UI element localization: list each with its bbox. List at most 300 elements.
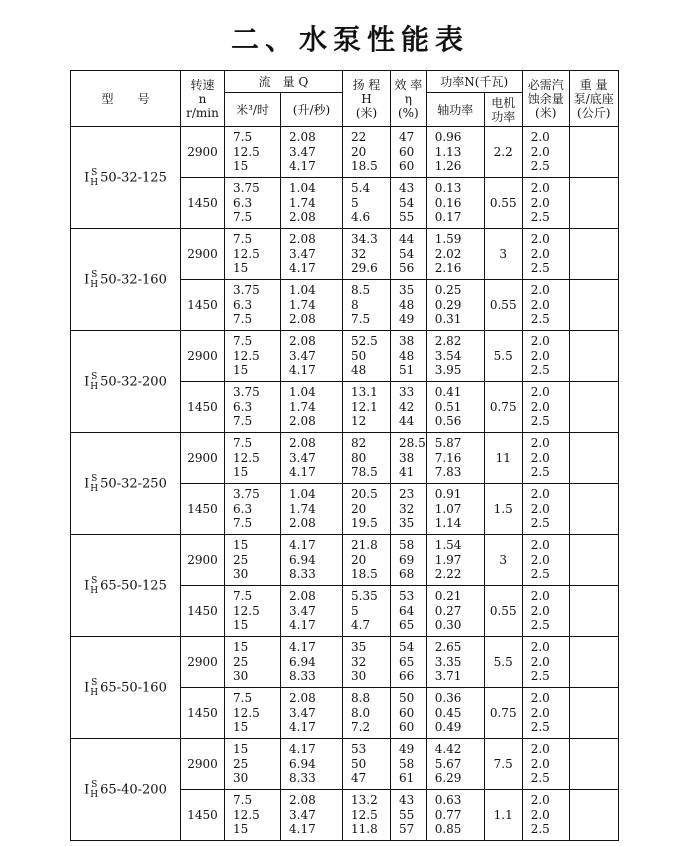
eff-cell-value: 43 [399,181,415,196]
npsh-cell-value: 2.0 [530,144,550,159]
head-symbol: H [361,91,372,106]
shaft-power-cell-value: 3.71 [434,669,462,684]
shaft-power-cell [426,382,484,433]
eff-cell [391,178,427,229]
flow-ls-cell [281,586,343,637]
weight-cell [569,178,618,229]
npsh-cell-value: 2.0 [530,297,550,312]
flow-ls-cell-value: 4.17 [289,742,316,757]
head-cell [343,688,391,739]
eff-cell-value: 32 [399,501,415,516]
eff-cell-value: 23 [399,487,415,502]
eff-unit: (%) [397,105,419,120]
eff-cell [391,484,427,535]
flow-m3-cell-value: 6.3 [233,501,253,516]
eff-cell-value: 41 [399,465,415,480]
npsh-cell-value: 2.0 [530,348,550,363]
head-cell-value: 4.6 [351,210,371,225]
npsh-cell-value: 2.0 [530,246,550,261]
flow-m3-cell [225,637,281,688]
flow-ls-cell [281,535,343,586]
flow-m3-cell-value: 30 [233,669,249,684]
eff-cell-value: 48 [399,348,415,363]
flow-ls-cell [281,739,343,790]
flow-ls-cell-value: 1.74 [289,195,316,210]
npsh-cell-value: 2.0 [530,589,550,604]
motor-power-cell: 0.75 [484,688,522,739]
head-cell-value: 7.5 [351,312,371,327]
shaft-power-cell-value: 0.31 [434,312,462,327]
shaft-power-cell-value: 1.26 [434,159,462,174]
shaft-power-cell-value: 0.13 [434,181,462,196]
model-prefix: I [84,272,90,287]
motor-power-cell: 2.2 [484,127,522,178]
flow-m3-cell-value: 7.5 [233,210,253,225]
eff-cell-value: 58 [399,756,415,771]
head-cell-value: 5.35 [351,589,378,604]
model-cell [71,331,181,433]
model-sup: S [91,779,98,790]
flow-m3-cell [225,535,281,586]
flow-ls-cell [281,280,343,331]
flow-ls-cell-value: 4.17 [289,363,316,378]
shaft-power-cell-value: 1.13 [434,144,462,159]
speed-cell: 1450 [181,790,225,841]
model-prefix: I [84,476,90,491]
npsh-cell-value: 2.0 [530,232,550,247]
shaft-power-cell-value: 6.29 [434,771,462,786]
model-prefix: I [84,374,90,389]
model-cell [71,637,181,739]
weight-cell [569,688,618,739]
eff-cell-value: 33 [399,385,415,400]
npsh-cell-value: 2.0 [530,450,550,465]
flow-m3-cell [225,586,281,637]
shaft-power-cell [426,331,484,382]
shaft-power-cell-value: 0.56 [434,414,462,429]
head-cell-value: 13.2 [351,793,378,808]
eff-cell-value: 54 [399,246,415,261]
head-cell-value: 53 [351,742,367,757]
flow-ls-cell-value: 3.47 [289,603,316,618]
flow-m3-cell-value: 12.5 [233,450,260,465]
speed-cell: 1450 [181,586,225,637]
flow-m3-cell [225,382,281,433]
model-number: 50-32-200 [100,374,167,389]
eff-cell-value: 43 [399,793,415,808]
weight-label-a: 重 量 [579,77,608,92]
model-sup-sub [90,576,98,596]
npsh-unit: (米) [535,105,557,120]
npsh-cell-value: 2.5 [530,516,550,531]
model-sup-sub [90,678,98,698]
head-cell-value: 50 [351,348,367,363]
eff-cell-value: 61 [399,771,415,786]
head-cell [343,484,391,535]
model-sub: H [90,279,99,290]
shaft-power-cell-value: 5.87 [434,436,462,451]
model-sub: H [90,381,99,392]
npsh-cell [522,331,569,382]
shaft-power-cell-value: 0.21 [434,589,462,604]
head-cell [343,535,391,586]
eff-cell-value: 38 [399,334,415,349]
speed-cell: 2900 [181,637,225,688]
shaft-power-cell-value: 0.91 [434,487,462,502]
model-header: 型 号 [71,71,181,127]
shaft-power-cell [426,535,484,586]
flow-m3-cell-value: 15 [233,618,249,633]
head-cell-value: 11.8 [351,822,378,837]
shaft-power-cell [426,484,484,535]
eff-cell [391,331,427,382]
eff-cell-value: 65 [399,654,415,669]
npsh-cell-value: 2.0 [530,181,550,196]
head-cell-value: 18.5 [351,567,378,582]
flow-m3-cell [225,178,281,229]
shaft-power-cell-value: 0.51 [434,399,462,414]
speed-cell: 1450 [181,178,225,229]
model-sup: S [91,575,98,586]
shaft-power-cell [426,688,484,739]
flow-m3-cell-value: 3.75 [233,385,260,400]
eff-cell-value: 64 [399,603,415,618]
header-row-1 [71,71,619,93]
eff-cell-value: 44 [399,232,415,247]
flow-ls-cell-value: 3.47 [289,705,316,720]
model-cell [71,127,181,229]
table-row [71,739,619,790]
npsh-cell-value: 2.0 [530,385,550,400]
npsh-cell-value: 2.5 [530,210,550,225]
model-number: 65-50-125 [100,578,167,593]
flow-m3-cell-value: 7.5 [233,589,253,604]
shaft-power-cell [426,790,484,841]
model-sup-sub [90,780,98,800]
shaft-power-header: 轴功率 [426,93,484,127]
npsh-cell-value: 2.0 [530,742,550,757]
flow-m3-cell-value: 15 [233,538,249,553]
eff-cell-value: 35 [399,283,415,298]
weight-cell [569,535,618,586]
model-sub: H [90,687,99,698]
flow-m3-cell-value: 15 [233,822,249,837]
eff-label: 效 率 [394,77,423,92]
shaft-power-cell-value: 3.54 [434,348,462,363]
speed-header [181,71,225,127]
model-number: 50-32-125 [100,170,167,185]
weight-cell [569,229,618,280]
eff-cell-value: 42 [399,399,415,414]
npsh-cell [522,637,569,688]
flow-ls-cell-value: 4.17 [289,618,316,633]
npsh-cell [522,586,569,637]
flow-m3-cell-value: 7.5 [233,414,253,429]
model-sup-sub [90,474,98,494]
eff-cell-value: 60 [399,159,415,174]
motor-power-cell: 0.55 [484,178,522,229]
flow-ls-cell-value: 3.47 [289,450,316,465]
model-cell [71,535,181,637]
flow-m3-cell [225,331,281,382]
head-cell-value: 22 [351,130,367,145]
eff-cell [391,739,427,790]
weight-cell [569,637,618,688]
shaft-power-cell-value: 0.45 [434,705,462,720]
model-prefix: I [84,680,90,695]
head-label: 扬 程 [352,77,381,92]
shaft-power-cell-value: 0.85 [434,822,462,837]
head-cell [343,229,391,280]
eff-cell-value: 28.5 [399,436,426,451]
flow-ls-cell-value: 1.74 [289,399,316,414]
weight-cell [569,739,618,790]
flow-m3-cell [225,688,281,739]
head-cell-value: 8 [351,297,359,312]
shaft-power-cell [426,739,484,790]
model-sub: H [90,789,99,800]
head-cell [343,637,391,688]
shaft-power-cell-value: 4.42 [434,742,462,757]
shaft-power-cell-value: 1.07 [434,501,462,516]
page-title: 二、水泵性能表 [230,23,469,56]
eff-cell-value: 65 [399,618,415,633]
shaft-power-cell [426,280,484,331]
eff-cell-value: 60 [399,720,415,735]
head-cell-value: 78.5 [351,465,378,480]
npsh-cell [522,433,569,484]
model-sup: S [91,473,98,484]
table-row [71,637,619,688]
speed-cell: 2900 [181,433,225,484]
head-cell-value: 20 [351,552,367,567]
head-cell-value: 52.5 [351,334,378,349]
shaft-power-cell [426,433,484,484]
motor-power-cell: 3 [484,535,522,586]
flow-ls-cell-value: 2.08 [289,210,316,225]
flow-m3-cell [225,229,281,280]
table-body [71,127,619,841]
flow-m3-cell-value: 6.3 [233,297,253,312]
flow-ls-cell-value: 3.47 [289,807,316,822]
efficiency-header [391,71,427,127]
shaft-power-cell-value: 0.25 [434,283,462,298]
head-cell-value: 50 [351,756,367,771]
npsh-cell [522,229,569,280]
flow-ls-cell [281,688,343,739]
eff-cell [391,586,427,637]
flow-ls-cell-value: 2.08 [289,436,316,451]
eff-cell-value: 60 [399,705,415,720]
flow-ls-cell-value: 2.08 [289,334,316,349]
head-cell-value: 20 [351,144,367,159]
flow-ls-cell-value: 1.04 [289,283,316,298]
head-cell-value: 5.4 [351,181,371,196]
shaft-power-cell-value: 0.77 [434,807,462,822]
flow-m3-cell-value: 25 [233,552,249,567]
flow-m3-cell [225,790,281,841]
flow-m3-cell-value: 7.5 [233,130,253,145]
eff-cell-value: 53 [399,589,415,604]
eff-cell [391,433,427,484]
shaft-power-cell-value: 1.14 [434,516,462,531]
flow-m3-cell-value: 12.5 [233,807,260,822]
flow-ls-cell-value: 4.17 [289,720,316,735]
shaft-power-cell [426,127,484,178]
npsh-cell-value: 2.0 [530,691,550,706]
shaft-power-cell-value: 0.63 [434,793,462,808]
eff-cell [391,382,427,433]
npsh-cell [522,178,569,229]
flow-ls-cell-value: 4.17 [289,465,316,480]
head-cell-value: 5 [351,195,359,210]
table-row [71,331,619,382]
flow-ls-cell [281,637,343,688]
power-header: 功率N(千瓦) [426,71,522,93]
eff-symbol: η [404,91,412,106]
head-cell-value: 8.0 [351,705,371,720]
npsh-cell-value: 2.5 [530,414,550,429]
head-cell-value: 32 [351,246,367,261]
head-cell-value: 20 [351,501,367,516]
npsh-cell-value: 2.5 [530,822,550,837]
head-cell [343,178,391,229]
shaft-power-cell-value: 0.49 [434,720,462,735]
head-unit: (米) [355,105,378,120]
model-prefix: I [84,578,90,593]
flow-m3-cell-value: 15 [233,742,249,757]
npsh-cell-value: 2.0 [530,640,550,655]
model-sup-sub [90,168,98,188]
eff-cell-value: 55 [399,210,415,225]
eff-cell-value: 58 [399,538,415,553]
head-cell-value: 5 [351,603,359,618]
motor-power-cell: 1.5 [484,484,522,535]
npsh-label-b: 蚀余量 [527,91,564,106]
flow-ls-cell-value: 8.33 [289,567,316,582]
head-cell-value: 19.5 [351,516,378,531]
eff-cell-value: 50 [399,691,415,706]
head-cell-value: 82 [351,436,367,451]
motor-power-cell: 0.55 [484,280,522,331]
speed-symbol: n [198,91,207,106]
npsh-cell-value: 2.0 [530,756,550,771]
flow-m3-cell-value: 3.75 [233,181,260,196]
eff-cell-value: 54 [399,195,415,210]
flow-m3-cell-value: 7.5 [233,436,253,451]
shaft-power-cell-value: 0.17 [434,210,462,225]
flow-m3-cell-value: 12.5 [233,144,260,159]
head-cell-value: 12.1 [351,399,378,414]
model-sup-sub [90,372,98,392]
head-cell-value: 80 [351,450,367,465]
model-cell [71,229,181,331]
flow-m3-cell-value: 25 [233,756,249,771]
head-cell-value: 30 [351,669,367,684]
flow-m3-cell [225,280,281,331]
table-row [71,433,619,484]
shaft-power-cell-value: 2.02 [434,246,462,261]
flow-ls-cell-value: 4.17 [289,640,316,655]
flow-ls-cell-value: 4.17 [289,261,316,276]
eff-cell [391,280,427,331]
shaft-power-cell [426,637,484,688]
head-cell [343,382,391,433]
shaft-power-cell-value: 0.96 [434,130,462,145]
head-cell-value: 8.5 [351,283,371,298]
shaft-power-cell-value: 0.27 [434,603,462,618]
speed-cell: 1450 [181,280,225,331]
model-number: 65-40-200 [100,782,167,797]
npsh-cell-value: 2.5 [530,159,550,174]
head-cell [343,790,391,841]
head-cell [343,127,391,178]
flow-m3-cell-value: 7.5 [233,232,253,247]
eff-cell [391,790,427,841]
eff-cell-value: 57 [399,822,415,837]
speed-label: 转速 [190,77,215,92]
speed-cell: 2900 [181,127,225,178]
motor-power-label-b: 功率 [491,109,516,124]
npsh-cell-value: 2.0 [530,399,550,414]
flow-m3-cell-value: 3.75 [233,487,260,502]
head-cell-value: 47 [351,771,367,786]
flow-ls-cell-value: 8.33 [289,771,316,786]
speed-cell: 1450 [181,484,225,535]
model-sub: H [90,483,99,494]
shaft-power-cell-value: 2.82 [434,334,462,349]
table-row [71,229,619,280]
npsh-cell-value: 2.5 [530,363,550,378]
flow-ls-cell-value: 6.94 [289,756,316,771]
npsh-cell-value: 2.5 [530,618,550,633]
head-cell-value: 12.5 [351,807,378,822]
flow-ls-cell-value: 1.04 [289,385,316,400]
shaft-power-cell-value: 0.29 [434,297,462,312]
head-cell [343,331,391,382]
eff-cell [391,688,427,739]
eff-cell-value: 35 [399,516,415,531]
shaft-power-cell-value: 0.41 [434,385,462,400]
shaft-power-cell-value: 5.67 [434,756,462,771]
model-cell [71,739,181,841]
npsh-cell-value: 2.5 [530,669,550,684]
head-cell [343,739,391,790]
flow-ls-cell-value: 6.94 [289,552,316,567]
npsh-cell [522,790,569,841]
speed-cell: 1450 [181,382,225,433]
npsh-cell-value: 2.0 [530,334,550,349]
head-cell-value: 18.5 [351,159,378,174]
eff-cell-value: 69 [399,552,415,567]
weight-cell [569,280,618,331]
head-cell-value: 12 [351,414,367,429]
model-cell [71,433,181,535]
npsh-cell-value: 2.0 [530,487,550,502]
eff-cell [391,637,427,688]
model-number: 50-32-160 [100,272,167,287]
flow-ls-cell-value: 4.17 [289,538,316,553]
weight-header [569,71,618,127]
speed-cell: 2900 [181,739,225,790]
head-cell-value: 34.3 [351,232,378,247]
weight-cell [569,331,618,382]
shaft-power-cell-value: 3.35 [434,654,462,669]
model-sup: S [91,371,98,382]
flow-ls-cell [281,331,343,382]
flow-m3-cell-value: 15 [233,720,249,735]
head-cell-value: 4.7 [351,618,371,633]
